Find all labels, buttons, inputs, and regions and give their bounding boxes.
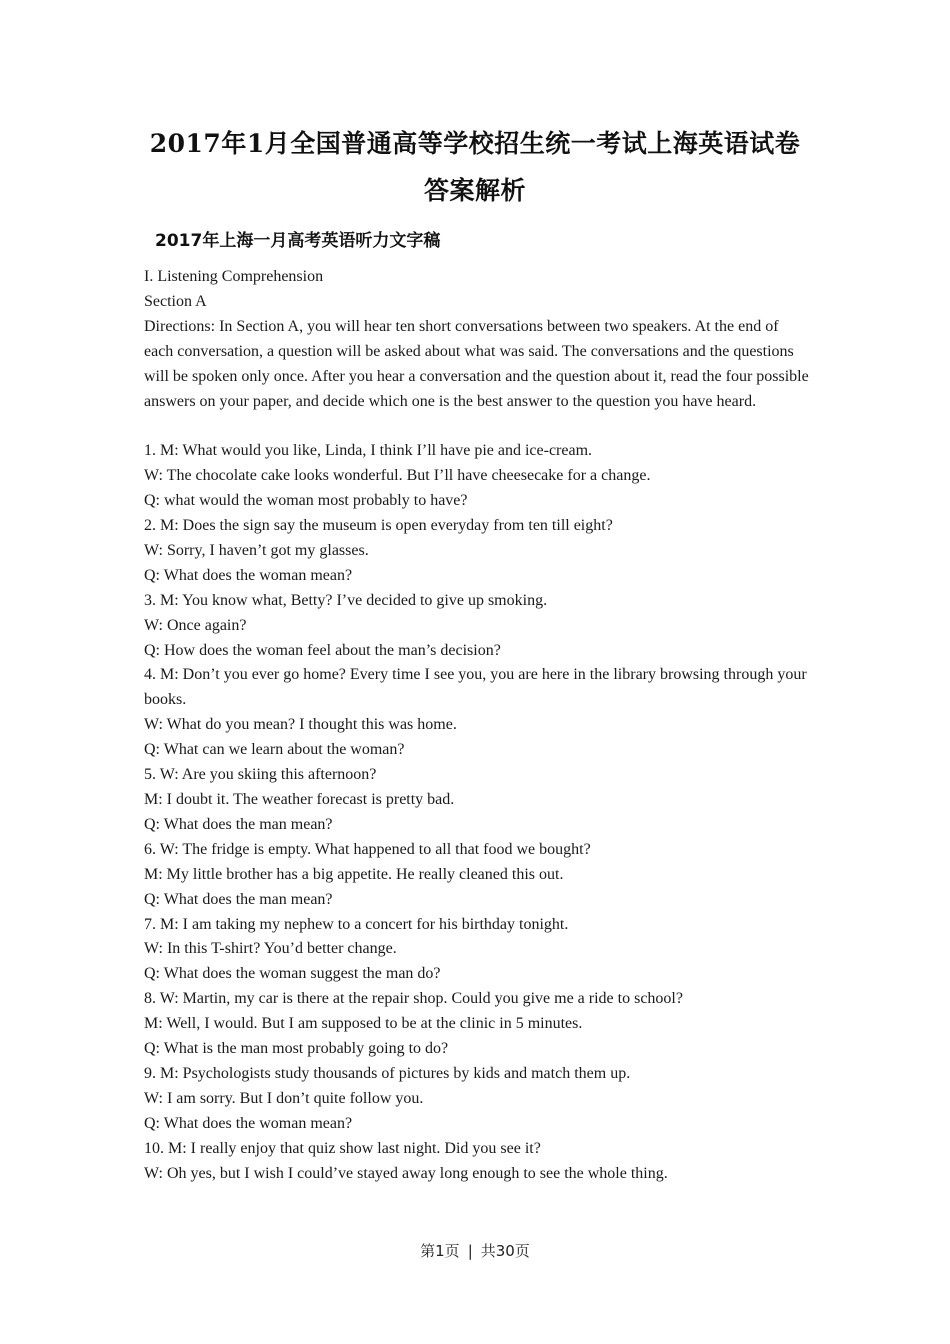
transcript-line: M: I doubt it. The weather forecast is pretty bad. xyxy=(144,791,455,809)
section-label: Section A xyxy=(144,292,207,310)
paragraph-spacer xyxy=(144,414,809,439)
transcript-line: 6. W: The fridge is empty. What happened to all that food we bought? xyxy=(144,840,591,858)
transcript-line: Q: How does the woman feel about the man’s decision? xyxy=(144,641,501,659)
transcript-line: W: Oh yes, but I wish I could’ve stayed away long enough to see the whole thing. xyxy=(144,1164,668,1182)
transcript-line: Q: What is the man most probably going to do? xyxy=(144,1040,449,1058)
transcript-line: Q: What can we learn about the woman? xyxy=(144,741,405,759)
page-number: 第1页 xyxy=(420,1242,460,1260)
transcript-line: W: In this T-shirt? You’d better change. xyxy=(144,940,397,958)
transcript-line: W: The chocolate cake looks wonderful. But I’ll have cheesecake for a change. xyxy=(144,467,651,485)
transcript-line: Q: What does the man mean? xyxy=(144,815,333,833)
transcript-line: W: I am sorry. But I don’t quite follow you. xyxy=(144,1089,424,1107)
transcript-line: 1. M: What would you like, Linda, I think I’ll have pie and ice-cream. xyxy=(144,442,593,460)
document-title-line1: 2017年1月全国普通高等学校招生统一考试上海英语试卷 xyxy=(149,129,801,158)
transcript-line: M: Well, I would. But I am supposed to be at the clinic in 5 minutes. xyxy=(144,1015,583,1033)
transcript-line: Q: What does the man mean? xyxy=(144,890,333,908)
transcript-line: Q: What does the woman suggest the man do? xyxy=(144,965,441,983)
section-heading: I. Listening Comprehension xyxy=(144,268,324,285)
page-footer xyxy=(0,1240,950,1261)
directions-paragraph: Directions: In Section A, you will hear ten short conversations between two speakers. At the end of each conversation, a question will be asked about what was said. The conversations and the questions will be spoken only once. After you hear a conversation and the question about it, read the four possible answers on your paper, and decide which one is the best answer to the question you have heard. xyxy=(144,317,809,410)
document-subtitle: 2017年上海一月高考英语听力文字稿 xyxy=(155,231,441,251)
transcript-line: 7. M: I am taking my nephew to a concert for his birthday tonight. xyxy=(144,915,569,933)
footer-separator: | xyxy=(467,1242,473,1260)
transcript-line: 4. M: Don’t you ever go home? Every time I see you, you are here in the library browsing through your books. xyxy=(144,666,807,709)
transcript-line: Q: What does the woman mean? xyxy=(144,566,353,584)
transcript-line: 8. W: Martin, my car is there at the repair shop. Could you give me a ride to school? xyxy=(144,990,683,1008)
transcript-line: Q: What does the woman mean? xyxy=(144,1114,353,1132)
transcript-line: 9. M: Psychologists study thousands of pictures by kids and match them up. xyxy=(144,1064,631,1082)
transcript-line: 3. M: You know what, Betty? I’ve decided to give up smoking. xyxy=(144,591,548,609)
page-total: 共30页 xyxy=(480,1242,530,1260)
transcript-line: W: Once again? xyxy=(144,616,247,634)
transcript-line: 5. W: Are you skiing this afternoon? xyxy=(144,766,377,784)
transcript-line: W: What do you mean? I thought this was home. xyxy=(144,716,457,734)
document-title-line2: 答案解析 xyxy=(423,176,526,205)
transcript-line: M: My little brother has a big appetite. He really cleaned this out. xyxy=(144,865,564,883)
document-body xyxy=(144,265,809,1187)
transcript-line: Q: what would the woman most probably to have? xyxy=(144,492,468,510)
transcript-line: W: Sorry, I haven’t got my glasses. xyxy=(144,541,369,559)
transcript-line: 2. M: Does the sign say the museum is open everyday from ten till eight? xyxy=(144,517,613,535)
transcript-line: 10. M: I really enjoy that quiz show last night. Did you see it? xyxy=(144,1139,541,1157)
